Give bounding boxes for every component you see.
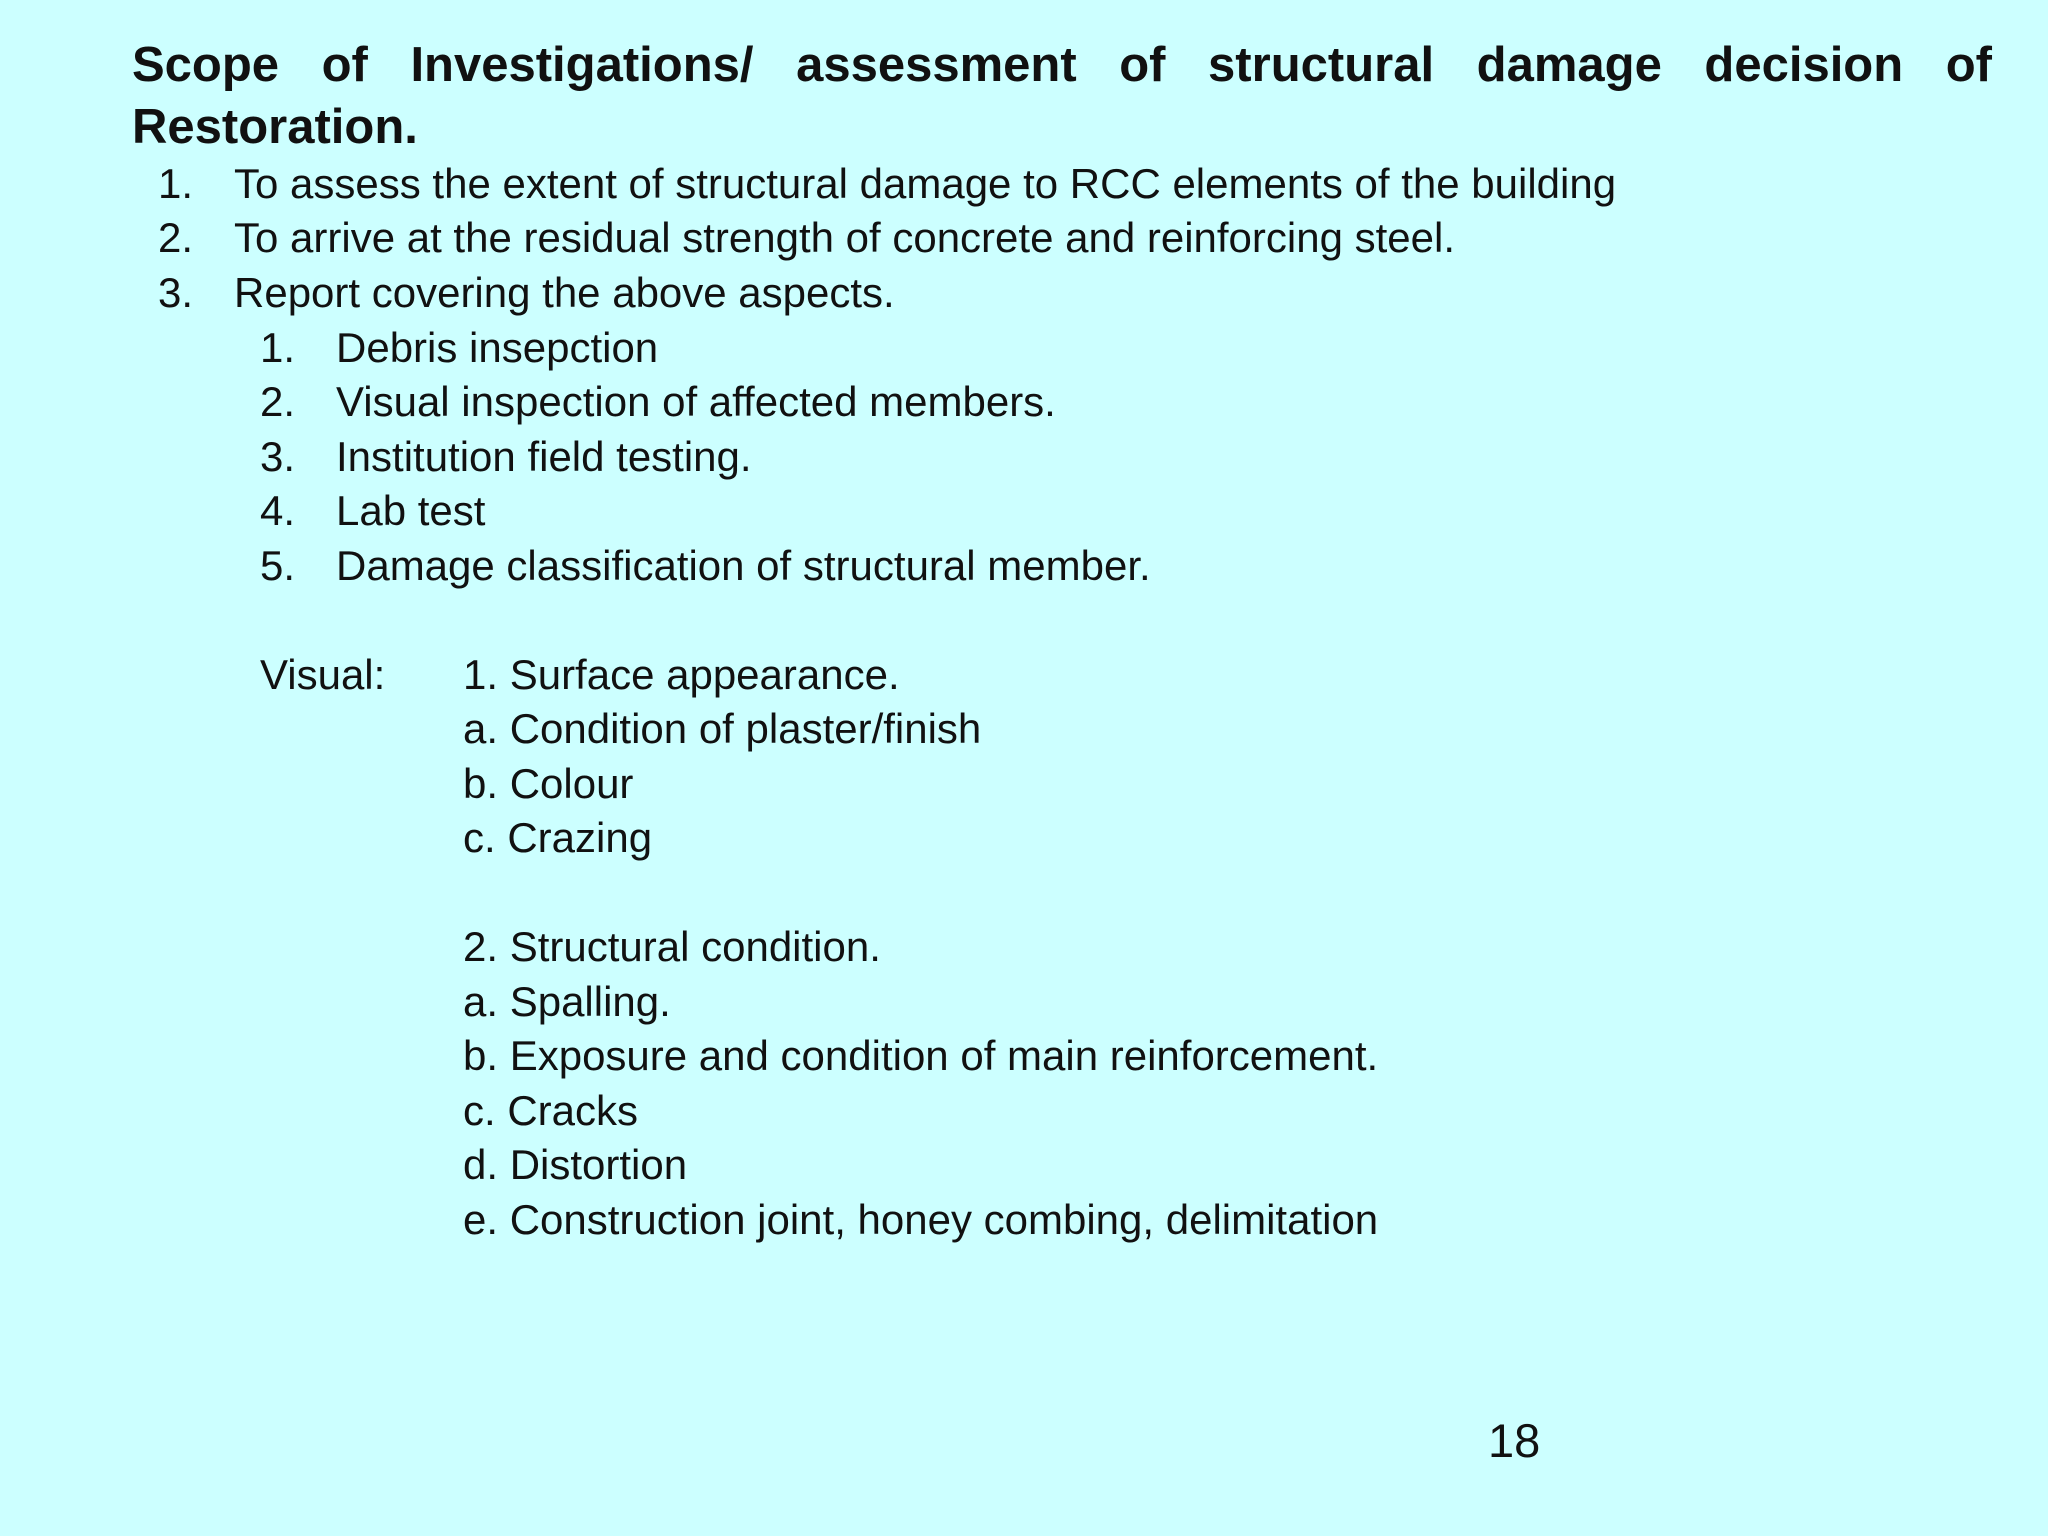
list-item-text: b. Exposure and condition of main reinforcement. (463, 1032, 1379, 1079)
list-item-number: 2. (158, 214, 194, 261)
list-item-text: e. Construction joint, honey combing, delimitation (463, 1196, 1379, 1243)
list-item-number: 5. (260, 542, 296, 589)
list-item-text: c. Crazing (463, 814, 653, 861)
list-item-text: Visual inspection of affected members. (336, 378, 1056, 425)
list-item-number: 3. (260, 433, 296, 480)
list-item-text: b. Colour (463, 760, 634, 807)
list-item-text: Debris insepction (336, 324, 659, 371)
list-item-text: Report covering the above aspects. (234, 269, 895, 316)
list-item-text: To arrive at the residual strength of concrete and reinforcing steel. (234, 214, 1455, 261)
list-item-number: 2. (260, 378, 296, 425)
structural-heading: 2. Structural condition. (463, 923, 881, 970)
visual-label: Visual: (260, 651, 386, 698)
list-item-text: Institution field testing. (336, 433, 752, 480)
list-item-number: 3. (158, 269, 194, 316)
list-item-text: Damage classification of structural member. (336, 542, 1151, 589)
list-item-text: To assess the extent of structural damage to RCC elements of the building (234, 160, 1617, 207)
list-item-text: c. Cracks (463, 1087, 639, 1134)
page-number: 18 (1488, 1414, 1541, 1467)
list-item-text: d. Distortion (463, 1141, 688, 1188)
list-item-number: 1. (260, 324, 296, 371)
list-item-number: 1. (158, 160, 194, 207)
list-item-text: a. Condition of plaster/finish (463, 705, 982, 752)
surface-heading: 1. Surface appearance. (463, 651, 900, 698)
list-item-text: a. Spalling. (463, 978, 671, 1025)
list-item-number: 4. (260, 487, 296, 534)
slide-title: Scope of Investigations/ assessment of structural damage decision of Restoration. (132, 38, 1992, 154)
list-item-text: Lab test (336, 487, 486, 534)
